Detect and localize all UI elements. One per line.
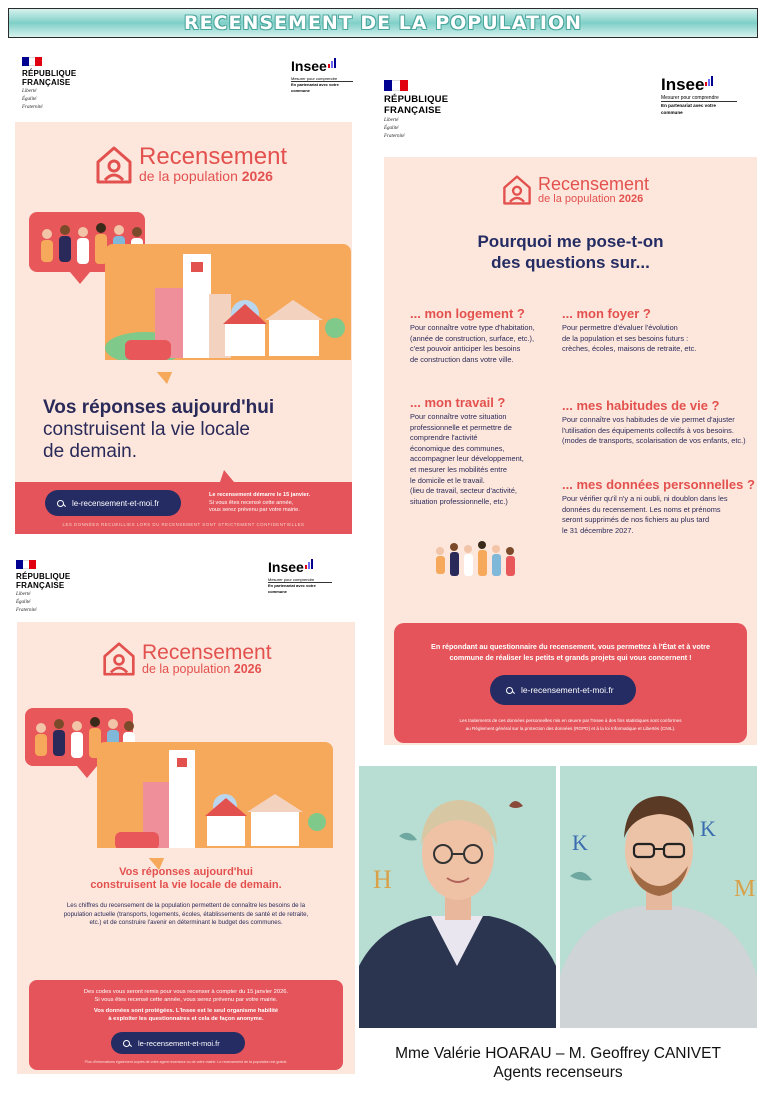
- recensement-logo: Recensement de la population 2026: [95, 144, 287, 186]
- section-habitudes-title: ... mes habitudes de vie ?: [562, 398, 720, 413]
- website-link[interactable]: le-recensement-et-moi.fr: [45, 490, 181, 516]
- family-illustration: [430, 537, 530, 587]
- section-travail-title: ... mon travail ?: [410, 395, 506, 410]
- section-logement-text: Pour connaître votre type d'habitation, (année de construction, surface, etc.), c'est pouvoir anticiper les besoins de construction dans votre ville.: [410, 323, 535, 364]
- poster-detailed-footer: Plus d'informations également auprès de votre agent recenseur ou de votre mairie. Le recensement de la population est gratuit.: [84, 1060, 288, 1064]
- recensement-logo-2: Recensement de la population 2026: [102, 640, 272, 678]
- town-illustration-2: [97, 742, 333, 858]
- republique-francaise-logo-2: RÉPUBLIQUE FRANÇAISE Liberté Égalité Fraternité: [16, 560, 70, 614]
- poster-main: [15, 122, 352, 534]
- section-travail-text: Pour connaître votre situation professionnelle et permettre de comprendre l'activité économique des communes, accompagner leur développement, et mesurer les mobilités entre le domicile et le travail. (lieu de travail, secteur d'activité, situation professionnelle, etc.): [410, 412, 524, 506]
- poster-questions-band-text: En répondant au questionnaire du recensement, vous permettez à l'État et à votre commune de réaliser les petits et grands projets qui vous concernent !: [431, 642, 710, 662]
- search-icon: [506, 687, 513, 694]
- questions-heading: Pourquoi me pose-t-on des questions sur...: [477, 232, 664, 272]
- search-icon: [57, 500, 64, 507]
- search-icon: [123, 1040, 130, 1047]
- insee-logo: Insee Mesurer pour comprendre En partenariat avec votre commune: [291, 58, 353, 94]
- insee-logo-2: Insee Mesurer pour comprendre En partenariat avec votre commune: [268, 559, 332, 595]
- agents-names: Mme Valérie HOARAU – M. Geoffrey CANIVET: [395, 1045, 721, 1062]
- photo-valerie-hoarau: [359, 766, 556, 1028]
- house-person-icon: [102, 640, 136, 678]
- poster-questions: [384, 157, 757, 745]
- wall-letter: K: [700, 816, 716, 841]
- website-link-2[interactable]: le-recensement-et-moi.fr: [111, 1032, 245, 1054]
- poster-main-headline: Vos réponses aujourd'hui construisent la vie locale de demain.: [43, 397, 275, 462]
- house-person-icon: [502, 173, 532, 207]
- banner-title: RECENSEMENT DE LA POPULATION: [183, 12, 583, 34]
- poster-detailed: [17, 622, 355, 1074]
- section-donnees-text: Pour vérifier qu'il n'y a ni oubli, ni doublon dans les données du recensement. Les noms et prénoms seront supprimés de nos fichiers au plus tard le 31 décembre 2027.: [562, 494, 728, 535]
- poster-detailed-band-text: Des codes vous seront remis pour vous recenser à compter du 15 janvier 2026. Si vous êtes recensé cette année, vous serez prévenu par votre mairie. Vos données sont protégées. L'Insee est le seul organisme habilité à exploiter les questionnaires et cela de façon anonyme.: [83, 989, 289, 1022]
- agents-role: Agents recenseurs: [493, 1064, 623, 1081]
- agents-caption: [359, 1044, 757, 1082]
- poster-questions-legal: Les traitements de ces données personnelles mis en œuvre par l'Insee à des fins statistiques sont conformes au Règlement général sur la protection des données (RGPD) et à la loi Informatique et Libertés (CNIL).: [459, 718, 682, 731]
- section-foyer-title: ... mon foyer ?: [562, 306, 651, 321]
- republique-francaise-logo: RÉPUBLIQUE FRANÇAISE Liberté Égalité Fraternité: [22, 57, 76, 111]
- agent-portrait-woman: [359, 766, 556, 1028]
- poster-detailed-headline: Vos réponses aujourd'hui construisent la vie locale de demain.: [90, 866, 282, 891]
- section-foyer-text: Pour permettre d'évaluer l'évolution de la population et ses besoins futurs : crèches, écoles, maisons de retraite, etc.: [562, 323, 697, 354]
- recensement-logo-3: Recensement de la population 2026: [502, 173, 649, 207]
- republique-francaise-logo-3: RÉPUBLIQUE FRANÇAISE Liberté Égalité Fraternité: [384, 80, 448, 140]
- poster-main-info: Le recensement démarre le 15 janvier. Si vous êtes recensé cette année, vous serez prévenu par votre mairie.: [209, 492, 311, 513]
- section-habitudes-text: Pour connaître vos habitudes de vie permet d'ajuster l'utilisation des équipements collectifs à vos besoins. (modes de transports, scolarisation de vos enfants, etc.): [562, 415, 746, 446]
- house-person-icon: [95, 144, 133, 186]
- wall-letter: M: [734, 876, 756, 902]
- insee-logo-3: Insee Mesurer pour comprendre En partenariat avec votre commune: [661, 76, 737, 116]
- town-illustration: [105, 244, 351, 372]
- page-banner: [8, 8, 758, 38]
- poster-main-footer: LES DONNÉES RECUEILLIES LORS DU RECENSEMENT SONT STRICTEMENT CONFIDENTIELLES: [62, 522, 305, 527]
- photo-geoffrey-canivet: [560, 766, 757, 1028]
- wall-letter: K: [572, 830, 588, 855]
- section-logement-title: ... mon logement ?: [410, 306, 525, 321]
- wall-letter: H: [373, 865, 392, 894]
- poster-detailed-body: Les chiffres du recensement de la population permettent de connaître les besoins de la population actuelle (transports, logements, écoles, établissements de santé et de retraite, etc.) et de construire l'avenir en déterminant le budget des communes.: [63, 902, 309, 927]
- agent-portrait-man: [560, 766, 757, 1028]
- section-donnees-title: ... mes données personnelles ?: [562, 477, 755, 492]
- website-link-3[interactable]: le-recensement-et-moi.fr: [490, 675, 636, 705]
